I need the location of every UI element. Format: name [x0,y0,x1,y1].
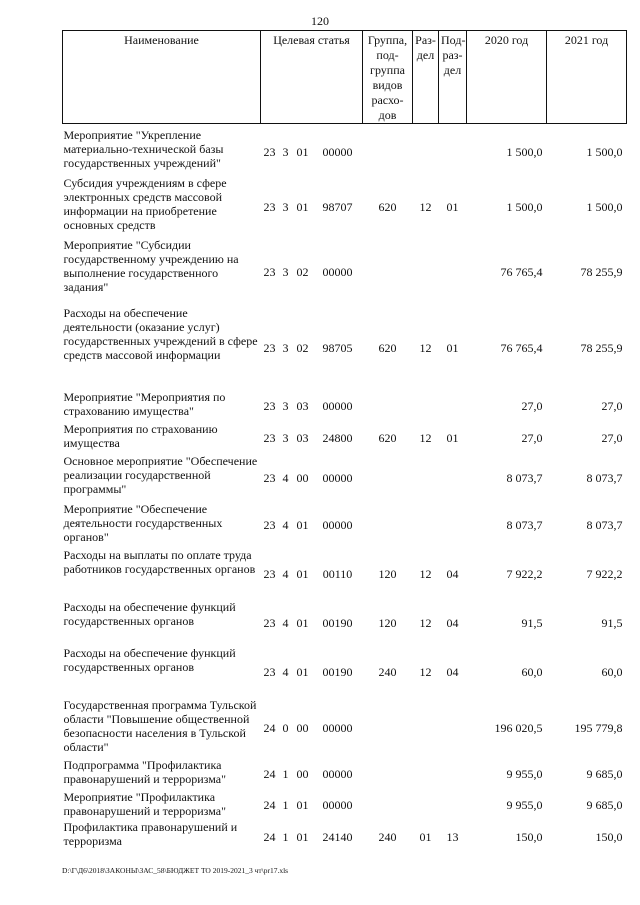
target-code-program: 23 [263,566,276,581]
target-code-subprogram: 3 [282,199,289,214]
target-code-subprogram: 1 [282,829,289,844]
row-name: Мероприятия по страхованию имущества [63,421,218,450]
target-code-program: 23 [263,664,276,679]
expense-group [363,758,413,790]
amount-2021: 27,0 [601,398,623,413]
amount-2021: 195 779,8 [574,720,623,735]
target-code-program: 23 [263,615,276,630]
section-code [413,698,439,758]
subsection-code: 04 [446,566,459,581]
table-row [63,790,627,820]
amount-2020: 196 020,5 [494,720,543,735]
target-code-measure: 01 [296,615,309,630]
target-code-subprogram: 3 [282,398,289,413]
subsection-code: 01 [446,199,459,214]
budget-table [62,30,627,854]
expense-group: 120 [378,566,397,581]
table-row [63,454,627,502]
expense-group: 240 [378,829,397,844]
target-code-measure: 03 [296,398,309,413]
row-name: Основное мероприятие "Обеспечение реализации государственной программы" [63,453,258,496]
expense-group [363,502,413,548]
subsection-code [439,124,467,176]
header-year-2020: 2020 год [467,31,547,124]
target-code-program: 24 [263,720,276,735]
amount-2021: 7 922,2 [586,566,623,581]
header-target: Целевая статья [261,31,363,124]
amount-2021: 9 685,0 [586,766,623,781]
target-code-direction: 24800 [322,430,353,445]
expense-group [363,790,413,820]
section-code [413,390,439,422]
section-code [413,790,439,820]
row-name: Профилактика правонарушений и терроризма [63,819,238,848]
table-row [63,502,627,548]
target-code-program: 23 [263,199,276,214]
target-code-subprogram: 1 [282,766,289,781]
table-row [63,238,627,306]
expense-group [363,124,413,176]
section-code [413,238,439,306]
row-name: Государственная программа Тульской области "Повышение общественной безопасности населения в Тульской области" [63,697,257,754]
section-code [413,502,439,548]
row-name: Расходы на обеспечение функций государственных органов [63,599,236,628]
target-code-direction: 00000 [322,797,353,812]
target-code-program: 24 [263,797,276,812]
target-code-program: 23 [263,470,276,485]
target-code-subprogram: 1 [282,797,289,812]
target-code-direction: 00000 [322,144,353,159]
amount-2020: 1 500,0 [506,144,543,159]
amount-2020: 150,0 [515,829,543,844]
section-code: 01 [419,829,432,844]
header-subsection: Под-раз-дел [439,31,467,124]
expense-group: 620 [378,340,397,355]
target-code-measure: 02 [296,340,309,355]
row-name: Расходы на обеспечение функций государственных органов [63,645,236,674]
target-code-subprogram: 4 [282,566,289,581]
subsection-code: 01 [446,430,459,445]
subsection-code [439,238,467,306]
file-path-footer: D:\Г\Д6\2018\ЗАКОНЫ\ЗАС_58\БЮДЖЕТ ТО 2019-2021_3 чт\pr17.xls [62,866,289,875]
target-code-direction: 00110 [322,566,353,581]
subsection-code [439,454,467,502]
table-row [63,124,627,176]
section-code: 12 [419,430,432,445]
amount-2020: 9 955,0 [506,797,543,812]
target-code-program: 23 [263,264,276,279]
amount-2021: 27,0 [601,430,623,445]
header-year-2021: 2021 год [547,31,627,124]
table-row [63,698,627,758]
amount-2021: 1 500,0 [586,144,623,159]
table-row [63,646,627,698]
expense-group [363,698,413,758]
target-code-direction: 00000 [322,720,353,735]
row-name: Мероприятие "Профилактика правонарушений и терроризма" [63,789,226,818]
target-code-subprogram: 4 [282,664,289,679]
target-code-measure: 01 [296,664,309,679]
subsection-code [439,698,467,758]
target-code-subprogram: 4 [282,517,289,532]
target-code-direction: 24140 [322,829,353,844]
target-code-measure: 02 [296,264,309,279]
table-header-row [63,31,627,124]
expense-group [363,390,413,422]
amount-2020: 8 073,7 [506,517,543,532]
target-code-subprogram: 4 [282,615,289,630]
amount-2021: 8 073,7 [586,470,623,485]
subsection-code: 04 [446,664,459,679]
section-code [413,758,439,790]
header-name: Наименование [63,31,261,124]
target-code-measure: 00 [296,720,309,735]
page-number: 120 [311,14,329,28]
subsection-code: 04 [446,615,459,630]
target-code-direction: 00000 [322,766,353,781]
target-code-measure: 01 [296,144,309,159]
target-code-subprogram: 3 [282,340,289,355]
table-row [63,306,627,390]
target-code-measure: 01 [296,517,309,532]
target-code-subprogram: 3 [282,430,289,445]
target-code-direction: 00190 [322,615,353,630]
amount-2021: 78 255,9 [580,340,623,355]
expense-group: 620 [378,430,397,445]
target-code-subprogram: 4 [282,470,289,485]
target-code-program: 23 [263,144,276,159]
section-code [413,454,439,502]
amount-2021: 1 500,0 [586,199,623,214]
subsection-code: 01 [446,340,459,355]
expense-group [363,454,413,502]
target-code-program: 24 [263,766,276,781]
table-row [63,600,627,646]
target-code-program: 23 [263,517,276,532]
amount-2021: 9 685,0 [586,797,623,812]
amount-2020: 60,0 [521,664,543,679]
amount-2020: 27,0 [521,398,543,413]
expense-group: 620 [378,199,397,214]
section-code [413,124,439,176]
table-row [63,390,627,422]
target-code-direction: 00190 [322,664,353,679]
table-row [63,548,627,600]
target-code-measure: 01 [296,566,309,581]
table-row [63,820,627,854]
subsection-code [439,790,467,820]
row-name: Подпрограмма "Профилактика правонарушений и терроризма" [63,757,226,786]
amount-2020: 27,0 [521,430,543,445]
amount-2021: 60,0 [601,664,623,679]
amount-2021: 150,0 [595,829,623,844]
target-code-measure: 00 [296,766,309,781]
target-code-subprogram: 3 [282,264,289,279]
section-code: 12 [419,615,432,630]
subsection-code: 13 [446,829,459,844]
amount-2020: 76 765,4 [500,264,543,279]
subsection-code [439,758,467,790]
target-code-measure: 00 [296,470,309,485]
row-name: Субсидия учреждениям в сфере электронных средств массовой информации на приобретение основных средств [63,175,227,232]
target-code-direction: 00000 [322,470,353,485]
subsection-code [439,502,467,548]
table-row [63,758,627,790]
target-code-program: 23 [263,398,276,413]
target-code-measure: 03 [296,430,309,445]
header-group: Группа, под-группа видов расхо-дов [363,31,413,124]
row-name: Мероприятие "Субсидии государственному учреждению на выполнение государственного задания" [63,237,239,294]
amount-2020: 76 765,4 [500,340,543,355]
target-code-direction: 98707 [322,199,353,214]
expense-group [363,238,413,306]
amount-2020: 91,5 [521,615,543,630]
target-code-direction: 00000 [322,264,353,279]
expense-group: 240 [378,664,397,679]
section-code: 12 [419,199,432,214]
target-code-direction: 00000 [322,398,353,413]
row-name: Мероприятие "Обеспечение деятельности государственных органов" [63,501,223,544]
row-name: Мероприятие "Мероприятия по страхованию имущества" [63,389,226,418]
target-code-subprogram: 3 [282,144,289,159]
row-name: Расходы на выплаты по оплате труда работников государственных органов [63,547,256,576]
target-code-measure: 01 [296,199,309,214]
section-code: 12 [419,340,432,355]
target-code-direction: 00000 [322,517,353,532]
amount-2020: 1 500,0 [506,199,543,214]
target-code-program: 23 [263,340,276,355]
target-code-program: 24 [263,829,276,844]
amount-2021: 78 255,9 [580,264,623,279]
header-section: Раз-дел [413,31,439,124]
subsection-code [439,390,467,422]
table-row [63,176,627,238]
target-code-measure: 01 [296,829,309,844]
section-code: 12 [419,566,432,581]
amount-2020: 9 955,0 [506,766,543,781]
amount-2020: 8 073,7 [506,470,543,485]
target-code-program: 23 [263,430,276,445]
target-code-subprogram: 0 [282,720,289,735]
expense-group: 120 [378,615,397,630]
amount-2021: 91,5 [601,615,623,630]
target-code-measure: 01 [296,797,309,812]
table-row [63,422,627,454]
amount-2021: 8 073,7 [586,517,623,532]
row-name: Расходы на обеспечение деятельности (оказание услуг) государственных учреждений в сфере средств массовой информации [63,305,258,362]
target-code-direction: 98705 [322,340,353,355]
amount-2020: 7 922,2 [506,566,543,581]
row-name: Мероприятие "Укрепление материально-технической базы государственных учреждений" [63,128,224,170]
section-code: 12 [419,664,432,679]
